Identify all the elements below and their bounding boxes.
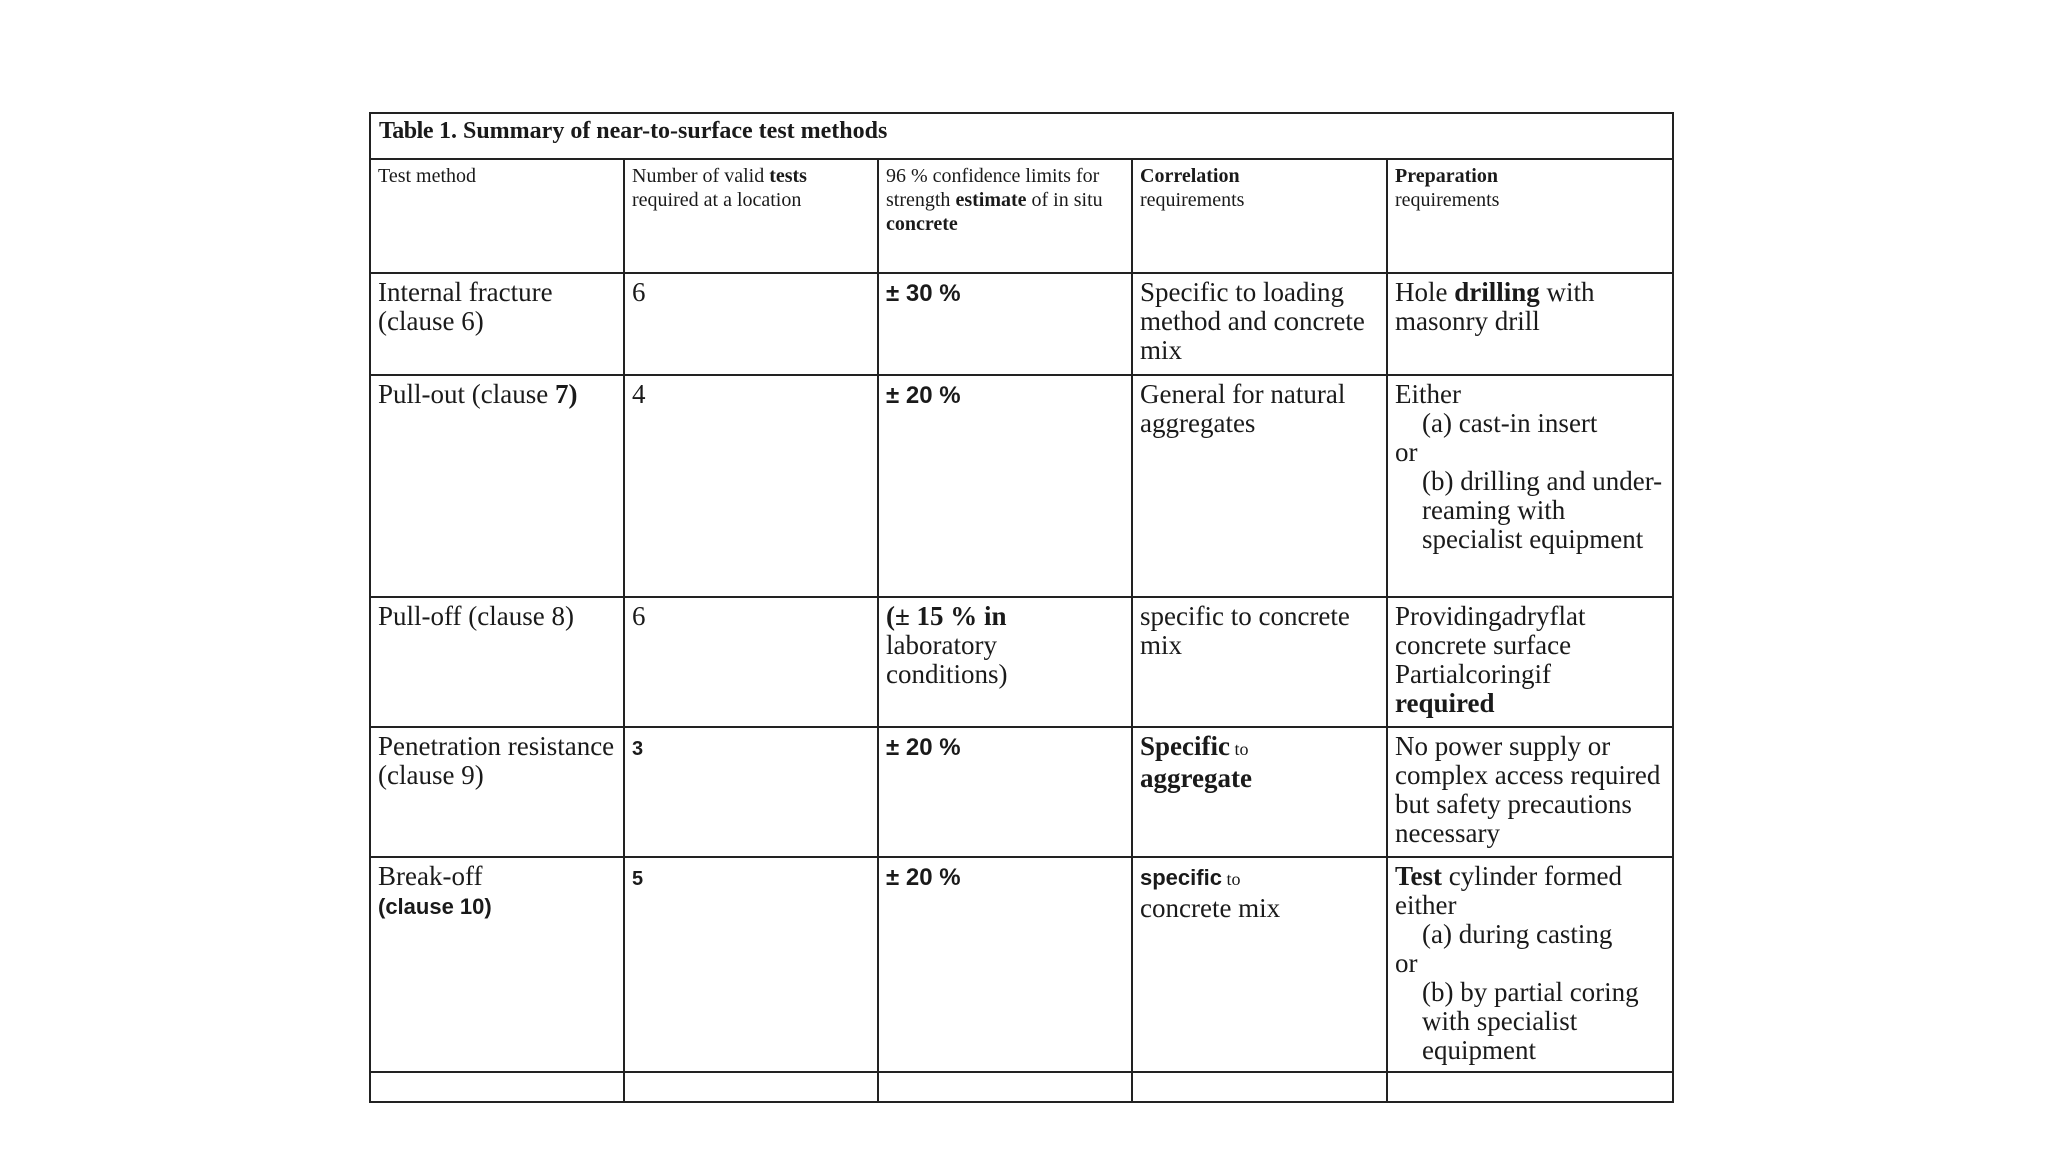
table-row (370, 857, 1673, 1072)
cell-confidence: ± 20 % (878, 727, 1132, 857)
cell-preparation: No power supply or complex access required but safety precautions necessary (1387, 727, 1673, 857)
cell-empty (370, 1072, 624, 1102)
header-correlation: Correlation requirements (1132, 159, 1387, 273)
cell-method: Pull-out (clause 7) (370, 375, 624, 597)
cell-preparation: Test cylinder formed either (a) during casting or (b) by partial coring with specialist equipment (1387, 857, 1673, 1072)
cell-correlation: Specific to loading method and concrete mix (1132, 273, 1387, 375)
cell-correlation: Specific to aggregate (1132, 727, 1387, 857)
table-row-empty (370, 1072, 1673, 1102)
header-num-tests: Number of valid tests required at a location (624, 159, 878, 273)
header-row (370, 159, 1673, 273)
cell-method: Break-off (clause 10) (370, 857, 624, 1072)
header-preparation: Preparation requirements (1387, 159, 1673, 273)
cell-correlation: specific to concrete mix (1132, 597, 1387, 727)
cell-correlation: specific to concrete mix (1132, 857, 1387, 1072)
table-row (370, 273, 1673, 375)
cell-empty (1132, 1072, 1387, 1102)
cell-preparation: Hole drilling with masonry drill (1387, 273, 1673, 375)
cell-confidence: ± 20 % (878, 375, 1132, 597)
cell-correlation: General for natural aggregates (1132, 375, 1387, 597)
caption-text: 1. Summary of near-to-surface test methods (438, 118, 888, 144)
table-caption (370, 113, 1673, 159)
cell-preparation: Providingadryflat concrete surface Partialcoringif required (1387, 597, 1673, 727)
summary-table (369, 112, 1674, 1103)
header-test-method: Test method (370, 159, 624, 273)
cell-method: Pull-off (clause 8) (370, 597, 624, 727)
cell-num: 3 (624, 727, 878, 857)
cell-confidence: (± 15 % in laboratory conditions) (878, 597, 1132, 727)
cell-method: Internal fracture (clause 6) (370, 273, 624, 375)
cell-confidence: ± 20 % (878, 857, 1132, 1072)
cell-num: 6 (624, 273, 878, 375)
cell-empty (1387, 1072, 1673, 1102)
cell-empty (878, 1072, 1132, 1102)
cell-num: 6 (624, 597, 878, 727)
caption-label: Table (379, 118, 433, 144)
cell-num: 4 (624, 375, 878, 597)
cell-empty (624, 1072, 878, 1102)
header-confidence: 96 % confidence limits for strength estimate of in situ concrete (878, 159, 1132, 273)
cell-preparation: Either (a) cast-in insert or (b) drilling and under-reaming with specialist equipment (1387, 375, 1673, 597)
cell-method: Penetration resistance (clause 9) (370, 727, 624, 857)
table-row (370, 597, 1673, 727)
table-row (370, 727, 1673, 857)
table-row (370, 375, 1673, 597)
cell-confidence: ± 30 % (878, 273, 1132, 375)
cell-num: 5 (624, 857, 878, 1072)
